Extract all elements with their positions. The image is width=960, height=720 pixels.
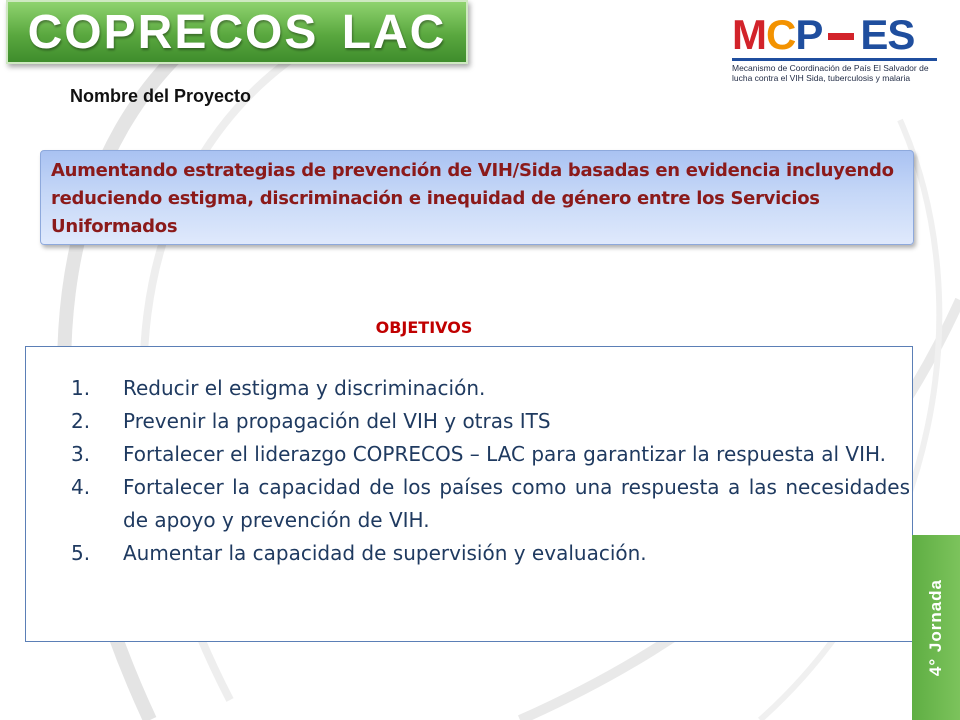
- objective-item: [71, 471, 910, 537]
- objective-item: [71, 405, 910, 438]
- objective-text: Prevenir la propagación del VIH y otras ITS: [123, 409, 551, 433]
- project-description: Aumentando estrategias de prevención de VIH/Sida basadas en evidencia incluyendo reduciendo estigma, discriminación e inequidad de género entre los Servicios Uniformados: [51, 160, 894, 237]
- logo-subtitle: Mecanismo de Coordinación de País El Salvador de lucha contra el VIH Sida, tuberculosis y malaria: [732, 63, 929, 83]
- logo-rule: [732, 58, 937, 61]
- logo-dash: [828, 33, 854, 40]
- logo-letters-es: ES: [860, 11, 915, 58]
- logo-letter-c: C: [766, 11, 796, 58]
- project-name-label: Nombre del Proyecto: [70, 86, 252, 106]
- objective-number: 1.: [71, 376, 91, 400]
- jornada-side-tab: [912, 535, 960, 720]
- mcp-es-logo: [732, 11, 947, 86]
- project-description-box: [40, 150, 914, 245]
- title-banner: [6, 0, 468, 64]
- objective-number: 4.: [71, 475, 91, 499]
- objectives-heading: OBJETIVOS: [375, 318, 473, 337]
- objective-number: 3.: [71, 442, 91, 466]
- objective-text: Reducir el estigma y discriminación.: [123, 376, 486, 400]
- objective-text: Fortalecer la capacidad de los países como una respuesta a las necesidades de apoyo y prevención de VIH.: [123, 475, 910, 532]
- objective-text: Aumentar la capacidad de supervisión y evaluación.: [123, 541, 647, 565]
- jornada-label: 4° Jornada: [926, 578, 945, 677]
- logo-mark: [732, 11, 947, 58]
- objective-text: Fortalecer el liderazgo COPRECOS – LAC para garantizar la respuesta al VIH.: [123, 442, 887, 466]
- objective-number: 5.: [71, 541, 91, 565]
- objective-item: [71, 372, 910, 405]
- logo-letter-p: P: [795, 11, 823, 58]
- objective-item: [71, 537, 910, 570]
- objectives-list: [71, 372, 910, 570]
- objective-item: [71, 438, 910, 471]
- page-title: COPRECOS LAC: [27, 5, 447, 59]
- objective-number: 2.: [71, 409, 91, 433]
- logo-letter-m: M: [732, 11, 766, 58]
- objectives-box: [25, 346, 913, 642]
